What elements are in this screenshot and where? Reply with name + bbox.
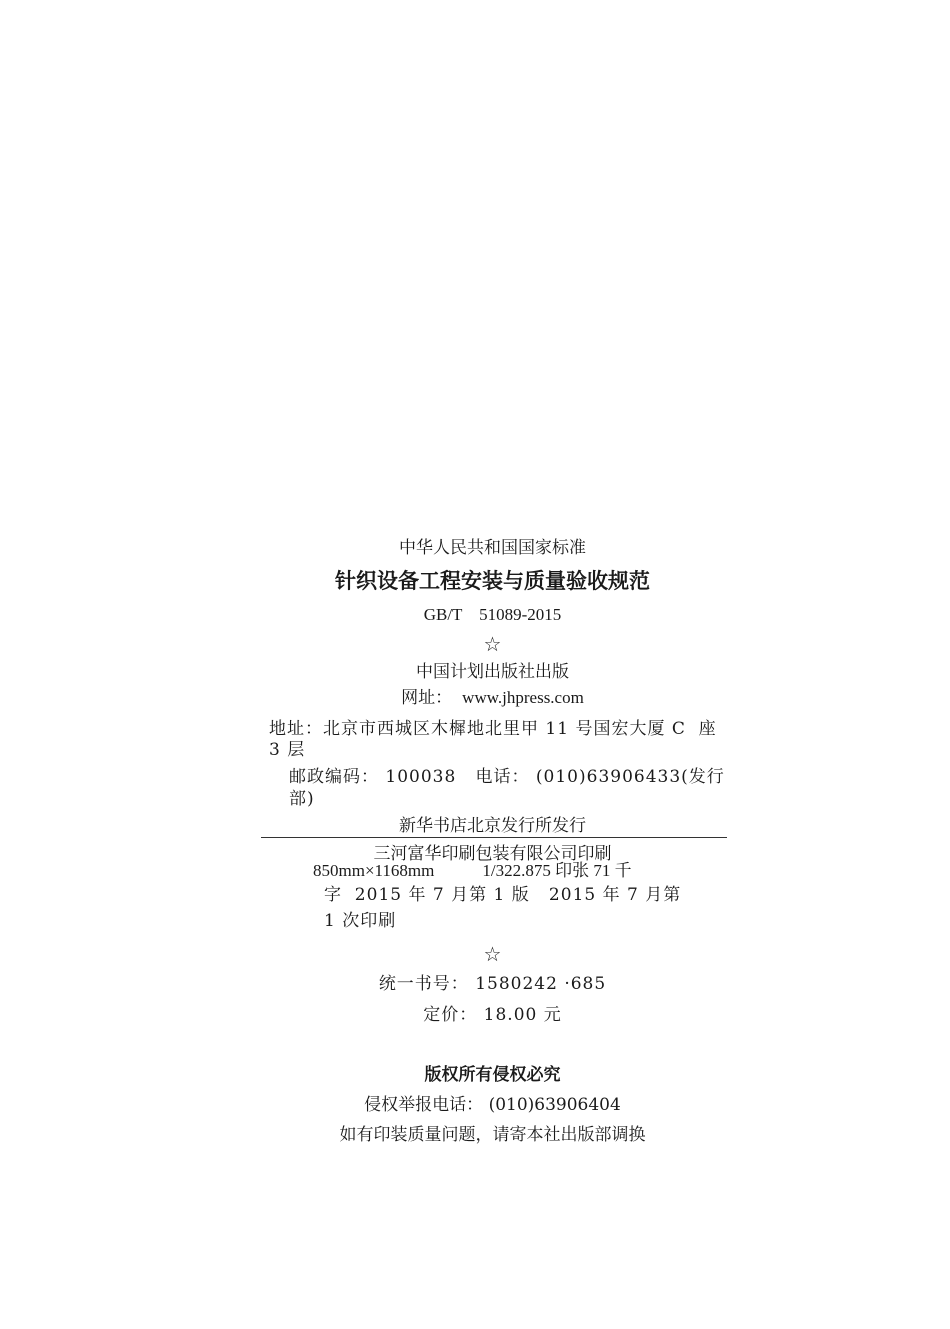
star-separator: ☆ <box>483 632 502 656</box>
address-line-2: 3 层 <box>269 740 306 760</box>
website-label: 网址： <box>401 688 453 708</box>
distributor: 新华书店北京发行所发行 <box>399 816 586 836</box>
printer: 三河富华印刷包装有限公司印刷 <box>373 844 612 864</box>
book-title: 针织设备工程安装与质量验收规范 <box>335 569 650 593</box>
postal-phone-line-2: 部) <box>289 789 315 809</box>
format-line <box>313 860 632 882</box>
format-sheets: 1/322.875 印张 71 千 <box>482 861 632 880</box>
book-number: 统一书号： 1580242 ·685 <box>378 974 607 994</box>
standard-code: GB/T 51089-2015 <box>423 605 562 624</box>
divider-rule <box>261 837 727 838</box>
edition-line-1: 字 2015 年 7 月第 1 版 2015 年 7 月第 <box>324 885 682 905</box>
postal-phone-line-1: 邮政编码： 100038 电话： (010)63906433(发行 <box>289 767 725 787</box>
infringement-hotline: 侵权举报电话： (010)63906404 <box>364 1095 621 1115</box>
website-url[interactable]: www.jhpress.com <box>462 688 584 707</box>
star-separator-2: ☆ <box>483 942 502 966</box>
publisher: 中国计划出版社出版 <box>416 662 569 682</box>
format-size: 850mm×1168mm <box>313 861 435 880</box>
address-line-1: 地址：北京市西城区木樨地北里甲 11 号国宏大厦 C 座 <box>269 719 717 739</box>
copyright-notice: 版权所有侵权必究 <box>424 1065 561 1085</box>
edition-line-2: 1 次印刷 <box>324 911 397 931</box>
price: 定价： 18.00 元 <box>423 1005 562 1025</box>
website-line <box>0 687 950 709</box>
standard-category: 中华人民共和国国家标准 <box>399 538 586 558</box>
quality-notice: 如有印装质量问题，请寄本社出版部调换 <box>339 1125 646 1145</box>
